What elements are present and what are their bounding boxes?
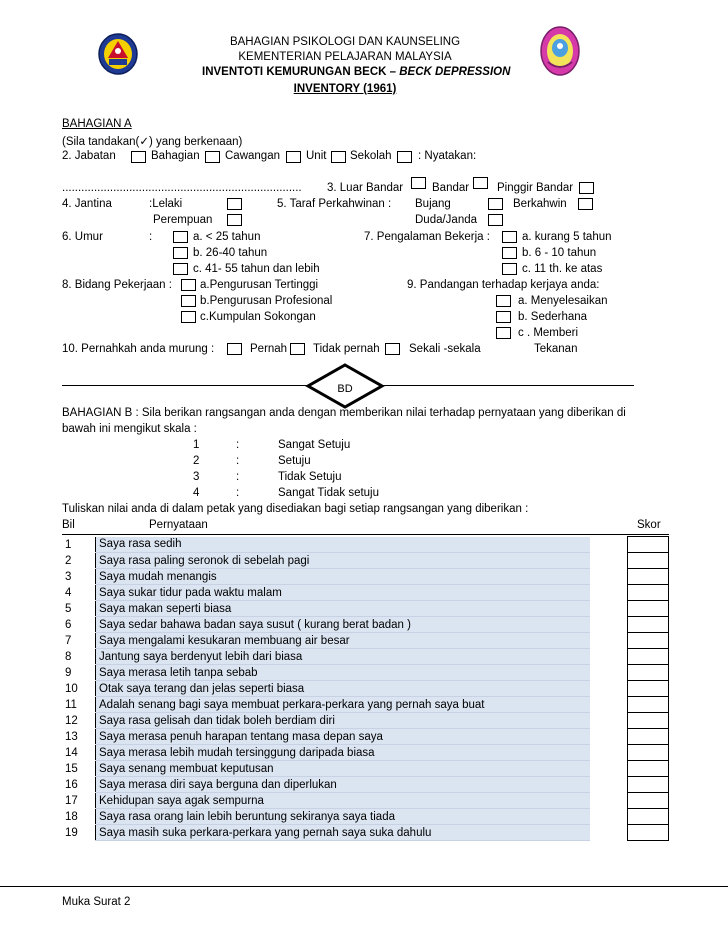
spacer — [590, 665, 628, 681]
table-row — [62, 665, 669, 681]
q9-checkbox-c[interactable] — [496, 327, 511, 339]
q10-checkbox-2[interactable] — [290, 343, 305, 355]
table-row — [62, 713, 669, 729]
q10-opt-sekali: Sekali -sekala — [409, 343, 481, 355]
q8-opt-a: a.Pengurusan Tertinggi — [200, 279, 319, 291]
q8-opt-b: b.Pengurusan Profesional — [200, 295, 333, 307]
spacer — [590, 569, 628, 585]
q10-checkbox-1[interactable] — [227, 343, 242, 355]
scale-2-label: Setuju — [278, 455, 311, 467]
item-number: 19 — [65, 826, 78, 839]
item-number: 9 — [65, 666, 72, 679]
q9-opt-a: a. Menyelesaikan — [518, 295, 608, 307]
score-input[interactable] — [628, 761, 669, 777]
q4-opt-perempuan: Perempuan — [153, 214, 213, 226]
q3-checkbox-2[interactable] — [473, 177, 488, 189]
score-input[interactable] — [628, 681, 669, 697]
q5-checkbox-3[interactable] — [488, 214, 503, 226]
spacer — [590, 793, 628, 809]
q10-opt-pernah: Pernah — [250, 343, 288, 355]
q7-checkbox-b[interactable] — [502, 247, 517, 259]
score-input[interactable] — [628, 809, 669, 825]
q6-opt-c: c. 41- 55 tahun dan lebih — [193, 263, 320, 275]
q5-label: 5. Taraf Perkahwinan : — [277, 198, 392, 210]
table-row — [62, 777, 669, 793]
q5-opt-duda: Duda/Janda — [415, 214, 478, 226]
score-input[interactable] — [628, 649, 669, 665]
score-input[interactable] — [628, 777, 669, 793]
table-row — [62, 729, 669, 745]
q5-checkbox-2[interactable] — [578, 198, 593, 210]
org-name: BAHAGIAN PSIKOLOGI DAN KAUNSELING — [229, 36, 461, 48]
item-number: 10 — [65, 682, 78, 695]
table-row — [62, 697, 669, 713]
q6-colon: : — [149, 231, 153, 243]
table-row — [62, 633, 669, 649]
table-row — [62, 585, 669, 601]
bd-label: BD — [337, 383, 353, 395]
item-statement: Saya merasa penuh harapan tentang masa depan saya — [96, 729, 591, 745]
score-input[interactable] — [628, 601, 669, 617]
item-statement: Saya merasa lebih mudah tersinggung daripada biasa — [96, 745, 591, 761]
q3-checkbox-1[interactable] — [411, 177, 426, 189]
spacer — [590, 633, 628, 649]
table-row — [62, 761, 669, 777]
q2-checkbox-3[interactable] — [286, 151, 301, 163]
spacer — [590, 729, 628, 745]
q3-label: 3. Luar Bandar — [327, 182, 404, 194]
col-header-bil: Bil — [62, 519, 75, 531]
spacer — [590, 585, 628, 601]
q2-opt-nyatakan: : Nyatakan: — [418, 150, 477, 162]
item-statement: Saya rasa gelisah dan tidak boleh berdiam diri — [96, 713, 591, 729]
q4-checkbox-1[interactable] — [227, 198, 242, 210]
q8-checkbox-c[interactable] — [181, 311, 196, 323]
score-input[interactable] — [628, 569, 669, 585]
q2-checkbox-4[interactable] — [331, 151, 346, 163]
q5-checkbox-1[interactable] — [488, 198, 503, 210]
score-input[interactable] — [628, 633, 669, 649]
q5-opt-bujang: Bujang — [415, 198, 451, 210]
scale-2-sep: : — [236, 455, 240, 467]
spacer — [590, 617, 628, 633]
scale-3-sep: : — [236, 471, 240, 483]
q9-opt-c: c . Memberi — [518, 327, 579, 339]
score-input[interactable] — [628, 585, 669, 601]
score-input[interactable] — [628, 793, 669, 809]
q9-checkbox-a[interactable] — [496, 295, 511, 307]
scale-2-num: 2 — [193, 455, 200, 467]
item-number: 8 — [65, 650, 72, 663]
ministry-name: KEMENTERIAN PELAJARAN MALAYSIA — [238, 51, 452, 63]
spacer — [590, 681, 628, 697]
q2-opt-sekolah: Sekolah — [350, 150, 392, 162]
document-title: INVENTOTI KEMURUNGAN BECK – BECK DEPRESSION — [202, 66, 511, 78]
score-input[interactable] — [628, 729, 669, 745]
score-input[interactable] — [628, 745, 669, 761]
item-statement: Saya senang membuat keputusan — [96, 761, 591, 777]
q6-label: 6. Umur — [62, 231, 103, 243]
section-a-instruction: (Sila tandakan(✓) yang berkenaan) — [62, 136, 243, 148]
q10-opt-tidak: Tidak pernah — [313, 343, 380, 355]
item-number: 3 — [65, 570, 72, 583]
q7-label: 7. Pengalaman Bekerja : — [364, 231, 490, 243]
section-a-title: BAHAGIAN A — [62, 118, 132, 130]
table-row — [62, 681, 669, 697]
q7-opt-b: b. 6 - 10 tahun — [522, 247, 597, 259]
item-statement: Saya rasa sedih — [96, 537, 591, 553]
item-statement: Saya makan seperti biasa — [96, 601, 591, 617]
score-input[interactable] — [628, 713, 669, 729]
item-number: 16 — [65, 778, 78, 791]
document-subtitle: INVENTORY (1961) — [293, 83, 397, 95]
item-statement: Saya mengalami kesukaran membuang air besar — [96, 633, 591, 649]
item-statement: Saya sukar tidur pada waktu malam — [96, 585, 591, 601]
table-row — [62, 745, 669, 761]
table-row — [62, 809, 669, 825]
item-statement: Saya masih suka perkara-perkara yang pernah saya suka dahulu — [96, 825, 591, 841]
spacer — [590, 537, 628, 553]
statement-table — [62, 536, 669, 841]
ministry-logo — [97, 32, 139, 76]
item-statement: Jantung saya berdenyut lebih dari biasa — [96, 649, 591, 665]
score-input[interactable] — [628, 537, 669, 553]
q9-label: 9. Pandangan terhadap kerjaya anda: — [407, 279, 600, 291]
page-number: Muka Surat 2 — [62, 896, 131, 908]
q2-opt-unit: Unit — [306, 150, 327, 162]
item-number: 2 — [65, 554, 72, 567]
item-number: 13 — [65, 730, 78, 743]
q4-checkbox-2[interactable] — [227, 214, 242, 226]
footer-rule — [0, 886, 728, 887]
scale-1-num: 1 — [193, 439, 200, 451]
col-header-score: Skor — [637, 519, 661, 531]
item-statement: Saya sedar bahawa badan saya susut ( kurang berat badan ) — [96, 617, 591, 633]
score-input[interactable] — [628, 665, 669, 681]
q6-checkbox-b[interactable] — [173, 247, 188, 259]
spacer — [590, 825, 628, 841]
q8-opt-c: c.Kumpulan Sokongan — [200, 311, 316, 323]
q2-checkbox-2[interactable] — [205, 151, 220, 163]
q8-checkbox-a[interactable] — [181, 279, 196, 291]
q6-opt-a: a. < 25 tahun — [193, 231, 261, 243]
item-statement: Saya mudah menangis — [96, 569, 591, 585]
section-b-instruction-1: BAHAGIAN B : Sila berikan rangsangan anda dengan memberikan nilai terhadap pernyataan yang diberikan di — [62, 407, 626, 419]
item-number: 14 — [65, 746, 78, 759]
q2-checkbox-1[interactable] — [131, 151, 146, 163]
spacer — [590, 553, 628, 569]
item-number: 11 — [65, 698, 77, 711]
section-b-instruction-2: bawah ini mengikut skala : — [62, 423, 197, 435]
spacer — [590, 809, 628, 825]
q3-opt-bandar: Bandar — [432, 182, 470, 194]
item-number: 18 — [65, 810, 78, 823]
q8-checkbox-b[interactable] — [181, 295, 196, 307]
table-row — [62, 537, 669, 553]
item-number: 4 — [65, 586, 72, 599]
q2-checkbox-5[interactable] — [397, 151, 412, 163]
item-number: 7 — [65, 634, 72, 647]
spacer — [590, 745, 628, 761]
q2-opt-cawangan: Cawangan — [225, 150, 280, 162]
scale-3-num: 3 — [193, 471, 200, 483]
scale-3-label: Tidak Setuju — [278, 471, 342, 483]
score-input[interactable] — [628, 697, 669, 713]
item-statement: Saya rasa paling seronok di sebelah pagi — [96, 553, 591, 569]
col-header-stmt: Pernyataan — [149, 519, 208, 531]
q3-opt-pinggir: Pinggir Bandar — [497, 182, 574, 194]
score-input[interactable] — [628, 553, 669, 569]
table-row — [62, 601, 669, 617]
q7-checkbox-a[interactable] — [502, 231, 517, 243]
table-row — [62, 553, 669, 569]
q3-checkbox-3[interactable] — [579, 182, 594, 194]
spacer — [590, 601, 628, 617]
q9-opt-c-cont: Tekanan — [534, 343, 578, 355]
scale-4-label: Sangat Tidak setuju — [278, 487, 380, 499]
item-number: 1 — [65, 538, 72, 551]
q6-checkbox-c[interactable] — [173, 263, 188, 275]
table-row — [62, 825, 669, 841]
scale-1-label: Sangat Setuju — [278, 439, 351, 451]
table-row — [62, 617, 669, 633]
spacer — [590, 697, 628, 713]
q2-opt-bahagian: Bahagian — [151, 150, 200, 162]
item-statement: Otak saya terang dan jelas seperti biasa — [96, 681, 591, 697]
item-number: 15 — [65, 762, 78, 775]
q6-checkbox-a[interactable] — [173, 231, 188, 243]
scale-1-sep: : — [236, 439, 240, 451]
q9-opt-b: b. Sederhana — [518, 311, 588, 323]
item-statement: Saya rasa orang lain lebih beruntung sekiranya saya tiada — [96, 809, 591, 825]
table-row — [62, 569, 669, 585]
q7-checkbox-c[interactable] — [502, 263, 517, 275]
counseling-logo — [538, 24, 582, 78]
item-number: 12 — [65, 714, 78, 727]
scale-4-num: 4 — [193, 487, 200, 499]
spacer — [590, 649, 628, 665]
spacer — [590, 713, 628, 729]
table-row — [62, 649, 669, 665]
q4-label: 4. Jantina — [62, 198, 112, 210]
q2-fill-line: ........................................................................... — [62, 182, 302, 194]
q10-label: 10. Pernahkah anda murung : — [62, 343, 215, 355]
q7-opt-c: c. 11 th. ke atas — [522, 263, 603, 275]
table-row — [62, 793, 669, 809]
score-input[interactable] — [628, 825, 669, 841]
item-statement: Adalah senang bagi saya membuat perkara-perkara yang pernah saya buat — [96, 697, 591, 713]
q10-checkbox-3[interactable] — [385, 343, 400, 355]
q6-opt-b: b. 26-40 tahun — [193, 247, 268, 259]
item-number: 17 — [65, 794, 78, 807]
spacer — [590, 761, 628, 777]
spacer — [590, 777, 628, 793]
q2-label: 2. Jabatan — [62, 150, 116, 162]
item-number: 5 — [65, 602, 72, 615]
item-statement: Saya merasa diri saya berguna dan diperlukan — [96, 777, 591, 793]
scale-4-sep: : — [236, 487, 240, 499]
q9-checkbox-b[interactable] — [496, 311, 511, 323]
q5-opt-berkahwin: Berkahwin — [513, 198, 567, 210]
q8-label: 8. Bidang Pekerjaan : — [62, 279, 172, 291]
table-top-rule — [62, 534, 669, 535]
q7-opt-a: a. kurang 5 tahun — [522, 231, 612, 243]
item-statement: Kehidupan saya agak sempurna — [96, 793, 591, 809]
score-input[interactable] — [628, 617, 669, 633]
item-number: 6 — [65, 618, 72, 631]
fill-instruction: Tuliskan nilai anda di dalam petak yang disediakan bagi setiap rangsangan yang diberikan : — [62, 503, 529, 515]
q4-opt-lelaki: :Lelaki — [149, 198, 183, 210]
item-statement: Saya merasa letih tanpa sebab — [96, 665, 591, 681]
